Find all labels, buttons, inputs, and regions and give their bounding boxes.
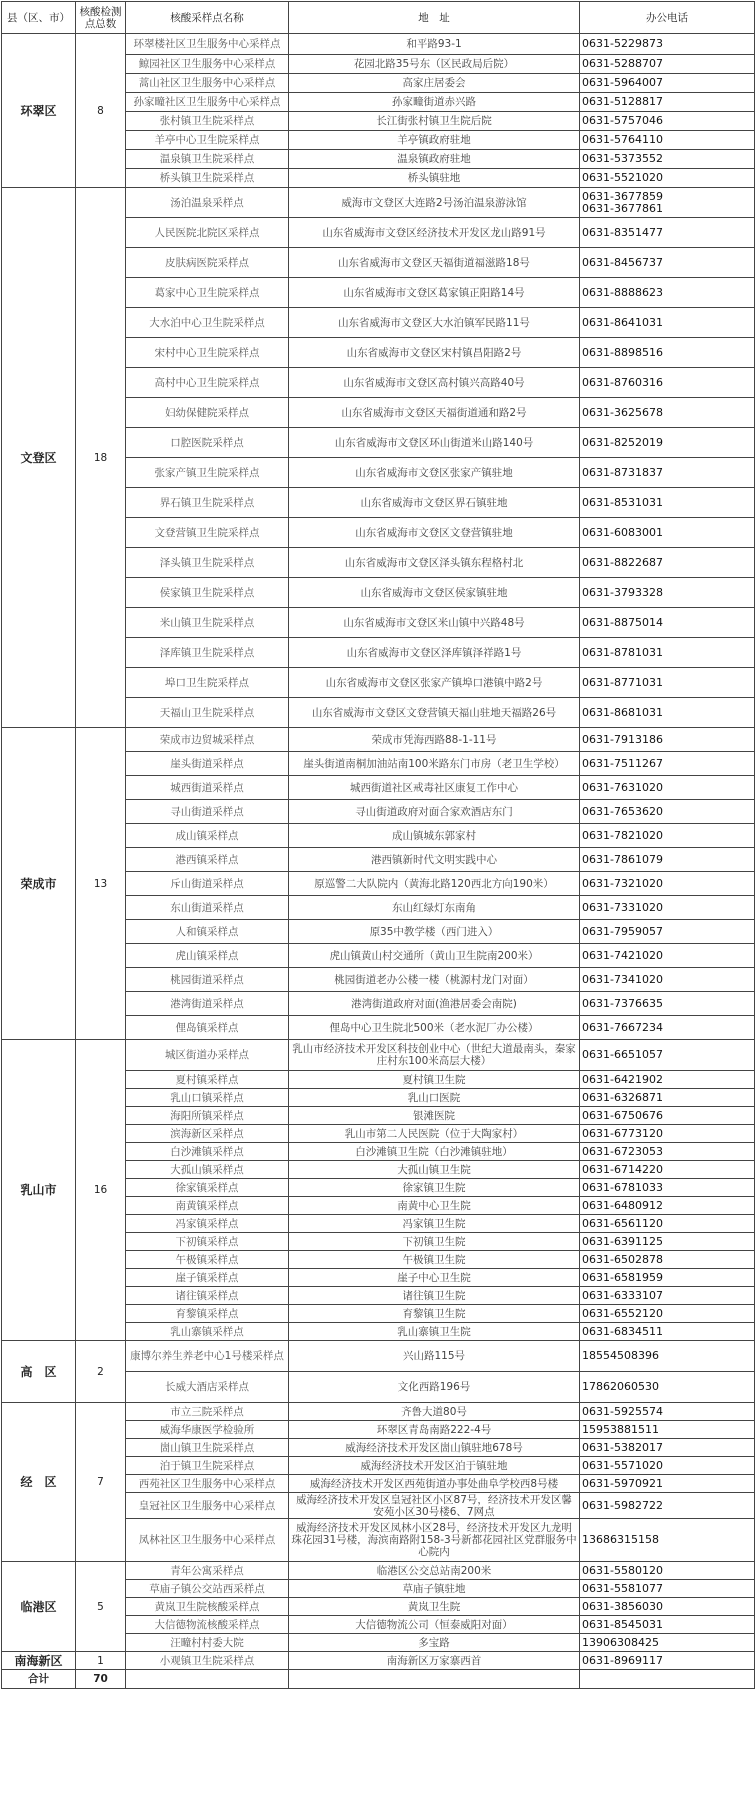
phone-cell: 0631-5757046: [580, 112, 755, 131]
phone-cell: 0631-5373552: [580, 150, 755, 169]
site-count-cell: 16: [76, 1040, 126, 1341]
phone-cell: 0631-8875014: [580, 608, 755, 638]
phone-cell: 0631-6502878: [580, 1251, 755, 1269]
county-cell: 文登区: [2, 188, 76, 728]
address-cell: 南黄中心卫生院: [289, 1197, 580, 1215]
phone-cell: 15953881511: [580, 1421, 755, 1439]
address-cell: 桃园街道老办公楼一楼（桃源村龙门对面）: [289, 968, 580, 992]
county-cell: 经 区: [2, 1403, 76, 1562]
site-name-cell: 温泉镇卫生院采样点: [126, 150, 289, 169]
site-name-cell: 荣成市边贸城采样点: [126, 728, 289, 752]
sampling-sites-table: [1, 1, 755, 1689]
site-name-cell: 市立三院采样点: [126, 1403, 289, 1421]
address-cell: 原巡警二大队院内（黄海北路120西北方向190米）: [289, 872, 580, 896]
phone-cell: 18554508396: [580, 1341, 755, 1372]
phone-cell: 0631-8888623: [580, 278, 755, 308]
site-name-cell: 汪疃村村委大院: [126, 1634, 289, 1652]
site-name-cell: 皮肤病医院采样点: [126, 248, 289, 278]
address-cell: 山东省威海市文登区大水泊镇军民路11号: [289, 308, 580, 338]
phone-cell: 0631-7653620: [580, 800, 755, 824]
address-cell: 山东省威海市文登区环山街道米山路140号: [289, 428, 580, 458]
site-name-cell: 俚岛镇采样点: [126, 1016, 289, 1040]
address-cell: 午极镇卫生院: [289, 1251, 580, 1269]
phone-cell: 0631-7376635: [580, 992, 755, 1016]
site-count-cell: 18: [76, 188, 126, 728]
site-name-cell: 城区街道办采样点: [126, 1040, 289, 1071]
address-cell: 山东省威海市文登区泽头镇东程格村北: [289, 548, 580, 578]
site-name-cell: 人和镇采样点: [126, 920, 289, 944]
address-cell: 山东省威海市文登区宋村镇昌阳路2号: [289, 338, 580, 368]
phone-cell: 0631-6480912: [580, 1197, 755, 1215]
site-name-cell: 育黎镇采样点: [126, 1305, 289, 1323]
site-name-cell: 孙家疃社区卫生服务中心采样点: [126, 93, 289, 112]
address-cell: 威海经济技术开发区泊于镇驻地: [289, 1457, 580, 1475]
phone-cell: 0631-7421020: [580, 944, 755, 968]
address-cell: 崖子中心卫生院: [289, 1269, 580, 1287]
address-cell: 多宝路: [289, 1634, 580, 1652]
site-name-cell: 长威大酒店采样点: [126, 1372, 289, 1403]
address-cell: 徐家镇卫生院: [289, 1179, 580, 1197]
phone-cell: 0631-7959057: [580, 920, 755, 944]
address-cell: 草庙子镇驻地: [289, 1580, 580, 1598]
address-cell: 山东省威海市文登区侯家镇驻地: [289, 578, 580, 608]
phone-cell: 0631-7821020: [580, 824, 755, 848]
phone-cell: 0631-7321020: [580, 872, 755, 896]
phone-cell: 0631-7341020: [580, 968, 755, 992]
phone-cell: 0631-8822687: [580, 548, 755, 578]
address-cell: 和平路93-1: [289, 34, 580, 55]
site-name-cell: 成山镇采样点: [126, 824, 289, 848]
site-name-cell: 乳山寨镇采样点: [126, 1323, 289, 1341]
address-cell: 高家庄居委会: [289, 74, 580, 93]
header-phone: 办公电话: [580, 2, 755, 34]
site-count-cell: 2: [76, 1341, 126, 1403]
address-cell: 成山镇城东郭家村: [289, 824, 580, 848]
site-name-cell: 大信德物流核酸采样点: [126, 1616, 289, 1634]
site-name-cell: 冯家镇采样点: [126, 1215, 289, 1233]
address-cell: 花园北路35号东（区民政局后院）: [289, 55, 580, 74]
phone-cell: 0631-5970921: [580, 1475, 755, 1493]
site-name-cell: 威海华康医学检验所: [126, 1421, 289, 1439]
address-cell: 荣成市凭海西路88-1-11号: [289, 728, 580, 752]
table-row: [2, 1652, 755, 1670]
address-cell: 文化西路196号: [289, 1372, 580, 1403]
phone-cell: 0631-5128817: [580, 93, 755, 112]
site-name-cell: 徐家镇采样点: [126, 1179, 289, 1197]
header-county: 县（区、市）: [2, 2, 76, 34]
address-cell: 大孤山镇卫生院: [289, 1161, 580, 1179]
phone-cell: 0631-8969117: [580, 1652, 755, 1670]
site-name-cell: 界石镇卫生院采样点: [126, 488, 289, 518]
phone-cell: 0631-6552120: [580, 1305, 755, 1323]
address-cell: 港西镇新时代文明实践中心: [289, 848, 580, 872]
table-row: [2, 1562, 755, 1580]
county-cell: 荣成市: [2, 728, 76, 1040]
phone-cell: 0631-5982722: [580, 1493, 755, 1519]
address-cell: 育黎镇卫生院: [289, 1305, 580, 1323]
site-count-cell: 7: [76, 1403, 126, 1562]
phone-cell: 0631-8351477: [580, 218, 755, 248]
address-cell: 临港区公交总站南200米: [289, 1562, 580, 1580]
site-name-cell: 蒿山社区卫生服务中心采样点: [126, 74, 289, 93]
address-cell: 山东省威海市文登区泽库镇泽祥路1号: [289, 638, 580, 668]
site-name-cell: 午极镇采样点: [126, 1251, 289, 1269]
address-cell: 山东省威海市文登区米山镇中兴路48号: [289, 608, 580, 638]
address-cell: 山东省威海市文登区张家产镇埠口港镇中路2号: [289, 668, 580, 698]
phone-cell: 0631-8731837: [580, 458, 755, 488]
address-cell: 威海经济技术开发区崮山镇驻地678号: [289, 1439, 580, 1457]
phone-cell: 0631-6083001: [580, 518, 755, 548]
phone-cell: 0631-5571020: [580, 1457, 755, 1475]
header-row: [2, 2, 755, 34]
phone-cell: 0631-3677859 0631-3677861: [580, 188, 755, 218]
site-name-cell: 大孤山镇采样点: [126, 1161, 289, 1179]
site-name-cell: 皇冠社区卫生服务中心采样点: [126, 1493, 289, 1519]
address-cell: 虎山镇黄山村交通所（黄山卫生院南200米）: [289, 944, 580, 968]
table-row: [2, 1040, 755, 1071]
phone-cell: 0631-8771031: [580, 668, 755, 698]
site-name-cell: 斥山街道采样点: [126, 872, 289, 896]
site-name-cell: 康博尔养生养老中心1号楼采样点: [126, 1341, 289, 1372]
phone-cell: 0631-5288707: [580, 55, 755, 74]
phone-cell: 0631-5764110: [580, 131, 755, 150]
phone-cell: 0631-7511267: [580, 752, 755, 776]
site-name-cell: 汤泊温泉采样点: [126, 188, 289, 218]
address-cell: 夏村镇卫生院: [289, 1071, 580, 1089]
site-name-cell: 东山街道采样点: [126, 896, 289, 920]
phone-cell: 0631-5581077: [580, 1580, 755, 1598]
phone-cell: 0631-6750676: [580, 1107, 755, 1125]
phone-cell: 0631-3793328: [580, 578, 755, 608]
site-name-cell: 高村中心卫生院采样点: [126, 368, 289, 398]
phone-cell: 0631-6723053: [580, 1143, 755, 1161]
address-cell: 乳山寨镇卫生院: [289, 1323, 580, 1341]
site-name-cell: 寻山街道采样点: [126, 800, 289, 824]
site-name-cell: 鲸园社区卫生服务中心采样点: [126, 55, 289, 74]
phone-cell: 0631-7331020: [580, 896, 755, 920]
phone-cell: 0631-8456737: [580, 248, 755, 278]
site-name-cell: 张村镇卫生院采样点: [126, 112, 289, 131]
address-cell: 银滩医院: [289, 1107, 580, 1125]
address-cell: 羊亭镇政府驻地: [289, 131, 580, 150]
address-cell: 东山红绿灯东南角: [289, 896, 580, 920]
phone-cell: 0631-6421902: [580, 1071, 755, 1089]
site-name-cell: 口腔医院采样点: [126, 428, 289, 458]
address-cell: 齐鲁大道80号: [289, 1403, 580, 1421]
site-name-cell: 西苑社区卫生服务中心采样点: [126, 1475, 289, 1493]
site-name-cell: 文登营镇卫生院采样点: [126, 518, 289, 548]
address-cell: 山东省威海市文登区葛家镇正阳路14号: [289, 278, 580, 308]
site-name-cell: 凤林社区卫生服务中心采样点: [126, 1519, 289, 1562]
site-name-cell: 泊于镇卫生院采样点: [126, 1457, 289, 1475]
site-name-cell: 侯家镇卫生院采样点: [126, 578, 289, 608]
phone-cell: 0631-6834511: [580, 1323, 755, 1341]
address-cell: 山东省威海市文登区天福街道福滋路18号: [289, 248, 580, 278]
address-cell: 乳山市第二人民医院（位于大陶家村）: [289, 1125, 580, 1143]
address-cell: 桥头镇驻地: [289, 169, 580, 188]
address-cell: 下初镇卫生院: [289, 1233, 580, 1251]
site-name-cell: 崖头街道采样点: [126, 752, 289, 776]
address-cell: 冯家镇卫生院: [289, 1215, 580, 1233]
phone-cell: 0631-7631020: [580, 776, 755, 800]
address-cell: 大信德物流公司（恒泰威阳对面）: [289, 1616, 580, 1634]
header-address: 地 址: [289, 2, 580, 34]
site-name-cell: 泽库镇卫生院采样点: [126, 638, 289, 668]
phone-cell: 0631-3625678: [580, 398, 755, 428]
total-label: 合计: [2, 1670, 76, 1689]
site-name-cell: 妇幼保健院采样点: [126, 398, 289, 428]
address-cell: 黄岚卫生院: [289, 1598, 580, 1616]
table-row: [2, 1403, 755, 1421]
address-cell: 兴山路115号: [289, 1341, 580, 1372]
site-name-cell: 崖子镇采样点: [126, 1269, 289, 1287]
site-name-cell: 白沙滩镇采样点: [126, 1143, 289, 1161]
address-cell: 港湾街道政府对面(渔港居委会南院): [289, 992, 580, 1016]
site-name-cell: 人民医院北院区采样点: [126, 218, 289, 248]
address-cell: 山东省威海市文登区高村镇兴高路40号: [289, 368, 580, 398]
address-cell: 南海新区万家寨西首: [289, 1652, 580, 1670]
address-cell: 原35中教学楼（西门进入）: [289, 920, 580, 944]
address-cell: 威海市文登区大连路2号汤泊温泉游泳馆: [289, 188, 580, 218]
address-cell: 山东省威海市文登区张家产镇驻地: [289, 458, 580, 488]
phone-cell: 0631-6391125: [580, 1233, 755, 1251]
phone-cell: 0631-6773120: [580, 1125, 755, 1143]
phone-cell: 0631-8898516: [580, 338, 755, 368]
phone-cell: 0631-5229873: [580, 34, 755, 55]
address-cell: 威海经济技术开发区西苑街道办事处曲阜学校西8号楼: [289, 1475, 580, 1493]
site-count-cell: 8: [76, 34, 126, 188]
site-name-cell: 宋村中心卫生院采样点: [126, 338, 289, 368]
site-name-cell: 米山镇卫生院采样点: [126, 608, 289, 638]
site-name-cell: 桃园街道采样点: [126, 968, 289, 992]
site-name-cell: 乳山口镇采样点: [126, 1089, 289, 1107]
county-cell: 高 区: [2, 1341, 76, 1403]
site-count-cell: 1: [76, 1652, 126, 1670]
phone-cell: 0631-8681031: [580, 698, 755, 728]
phone-cell: 0631-5382017: [580, 1439, 755, 1457]
table-row: [2, 728, 755, 752]
address-cell: 乳山口医院: [289, 1089, 580, 1107]
address-cell: 白沙滩镇卫生院（白沙滩镇驻地）: [289, 1143, 580, 1161]
address-cell: 孙家疃街道赤兴路: [289, 93, 580, 112]
phone-cell: 0631-6581959: [580, 1269, 755, 1287]
phone-cell: 0631-8641031: [580, 308, 755, 338]
phone-cell: 0631-8531031: [580, 488, 755, 518]
address-cell: 乳山市经济技术开发区科技创业中心（世纪大道最南头，秦家庄村东100米高层大楼）: [289, 1040, 580, 1071]
site-name-cell: 诸往镇采样点: [126, 1287, 289, 1305]
site-name-cell: 羊亭中心卫生院采样点: [126, 131, 289, 150]
site-name-cell: 小观镇卫生院采样点: [126, 1652, 289, 1670]
site-name-cell: 葛家中心卫生院采样点: [126, 278, 289, 308]
phone-cell: 0631-7861079: [580, 848, 755, 872]
table-row: [2, 1341, 755, 1372]
site-name-cell: 港西镇采样点: [126, 848, 289, 872]
site-name-cell: 崮山镇卫生院采样点: [126, 1439, 289, 1457]
phone-cell: 13686315158: [580, 1519, 755, 1562]
phone-cell: 0631-8252019: [580, 428, 755, 458]
total-count: 70: [76, 1670, 126, 1689]
address-cell: 山东省威海市文登区文登营镇天福山驻地天福路26号: [289, 698, 580, 728]
site-name-cell: 城西街道采样点: [126, 776, 289, 800]
site-name-cell: 南黄镇采样点: [126, 1197, 289, 1215]
phone-cell: 13906308425: [580, 1634, 755, 1652]
table-row: [2, 188, 755, 218]
phone-cell: 0631-3856030: [580, 1598, 755, 1616]
site-name-cell: 夏村镇采样点: [126, 1071, 289, 1089]
county-cell: 临港区: [2, 1562, 76, 1652]
table-row: [2, 34, 755, 55]
phone-cell: 0631-6781033: [580, 1179, 755, 1197]
address-cell: 俚岛中心卫生院北500米（老水泥厂办公楼）: [289, 1016, 580, 1040]
address-cell: 威海经济技术开发区凤林小区28号，经济技术开发区九龙明珠花园31号楼，海滨南路附158-3号新都花园社区党群服务中心院内: [289, 1519, 580, 1562]
site-name-cell: 草庙子镇公交站西采样点: [126, 1580, 289, 1598]
address-cell: 城西街道社区戒毒社区康复工作中心: [289, 776, 580, 800]
address-cell: 崖头街道南桐加油站南100米路东门市房（老卫生学校）: [289, 752, 580, 776]
address-cell: 长江街张村镇卫生院后院: [289, 112, 580, 131]
site-count-cell: 5: [76, 1562, 126, 1652]
site-name-cell: 张家产镇卫生院采样点: [126, 458, 289, 488]
address-cell: 山东省威海市文登区界石镇驻地: [289, 488, 580, 518]
site-name-cell: 桥头镇卫生院采样点: [126, 169, 289, 188]
phone-cell: 0631-5925574: [580, 1403, 755, 1421]
site-name-cell: 虎山镇采样点: [126, 944, 289, 968]
site-name-cell: 海阳所镇采样点: [126, 1107, 289, 1125]
address-cell: 环翠区青岛南路222-4号: [289, 1421, 580, 1439]
phone-cell: 0631-7913186: [580, 728, 755, 752]
phone-cell: 0631-6714220: [580, 1161, 755, 1179]
phone-cell: 0631-6326871: [580, 1089, 755, 1107]
header-site: 核酸采样点名称: [126, 2, 289, 34]
site-name-cell: 青年公寓采样点: [126, 1562, 289, 1580]
phone-cell: 0631-6333107: [580, 1287, 755, 1305]
county-cell: 南海新区: [2, 1652, 76, 1670]
site-name-cell: 环翠楼社区卫生服务中心采样点: [126, 34, 289, 55]
phone-cell: 0631-8545031: [580, 1616, 755, 1634]
county-cell: 环翠区: [2, 34, 76, 188]
phone-cell: 17862060530: [580, 1372, 755, 1403]
address-cell: 温泉镇政府驻地: [289, 150, 580, 169]
address-cell: 山东省威海市文登区文登营镇驻地: [289, 518, 580, 548]
address-cell: 诸往镇卫生院: [289, 1287, 580, 1305]
header-count: 核酸检测点总数: [76, 2, 126, 34]
address-cell: 寻山街道政府对面合家欢酒店东门: [289, 800, 580, 824]
site-name-cell: 埠口卫生院采样点: [126, 668, 289, 698]
phone-cell: 0631-6651057: [580, 1040, 755, 1071]
site-count-cell: 13: [76, 728, 126, 1040]
total-row: [2, 1670, 755, 1689]
address-cell: 山东省威海市文登区天福街道通和路2号: [289, 398, 580, 428]
address-cell: 威海经济技术开发区皇冠社区小区87号，经济技术开发区馨安苑小区30号楼6、7网点: [289, 1493, 580, 1519]
phone-cell: 0631-5964007: [580, 74, 755, 93]
phone-cell: 0631-7667234: [580, 1016, 755, 1040]
phone-cell: 0631-8760316: [580, 368, 755, 398]
site-name-cell: 下初镇采样点: [126, 1233, 289, 1251]
site-name-cell: 天福山卫生院采样点: [126, 698, 289, 728]
address-cell: 山东省威海市文登区经济技术开发区龙山路91号: [289, 218, 580, 248]
site-name-cell: 泽头镇卫生院采样点: [126, 548, 289, 578]
phone-cell: 0631-5580120: [580, 1562, 755, 1580]
site-name-cell: 港湾街道采样点: [126, 992, 289, 1016]
site-name-cell: 滨海新区采样点: [126, 1125, 289, 1143]
site-name-cell: 大水泊中心卫生院采样点: [126, 308, 289, 338]
phone-cell: 0631-6561120: [580, 1215, 755, 1233]
site-name-cell: 黄岚卫生院核酸采样点: [126, 1598, 289, 1616]
phone-cell: 0631-8781031: [580, 638, 755, 668]
county-cell: 乳山市: [2, 1040, 76, 1341]
phone-cell: 0631-5521020: [580, 169, 755, 188]
